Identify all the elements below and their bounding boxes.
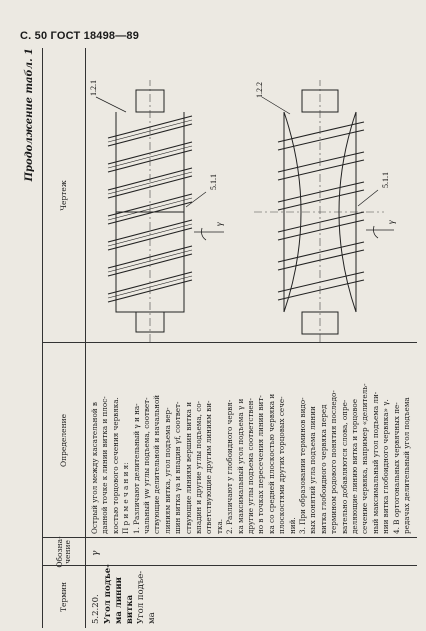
fig2-top-label: 1.2.2 xyxy=(255,82,264,98)
fig1-side-label: 5.1.1 xyxy=(209,174,218,190)
definition-line: 3. При образовании терминов видо- xyxy=(298,397,307,534)
definition-line: П р и м е ч а н и я: xyxy=(121,462,131,534)
definition-line: редачах делительный угол подъема xyxy=(402,397,411,534)
table-grid xyxy=(42,48,417,628)
definition-line: чальный γw углы подъема, соответ- xyxy=(142,397,151,534)
term-line: Угол подъе- xyxy=(103,564,113,624)
rotated-table-frame xyxy=(20,48,416,628)
definition-line: ответствующие другим линиям ви- xyxy=(204,400,214,534)
term-line: ма xyxy=(147,612,157,624)
definition-text xyxy=(89,344,415,534)
term-line: витка xyxy=(125,594,135,624)
header-drawing: Чертеж xyxy=(58,180,68,211)
term-number: 5.2.20. xyxy=(91,594,101,624)
definition-line: ный максимальный угол подъема ли- xyxy=(370,391,380,534)
globoid-worm-figure xyxy=(254,80,396,342)
definition-line: ний. xyxy=(287,517,297,534)
definition-line: 2. Различают у глобоидного червя- xyxy=(225,399,235,534)
fig1-top-label: 1.2.1 xyxy=(89,80,98,96)
definition-line: 4. В ортогональных червячных пе- xyxy=(391,402,401,534)
definition-line: ствующие делительной и начальной xyxy=(152,394,162,534)
definition-line: ствующие линиям вершин витка и xyxy=(183,401,193,534)
definition-line: впадин и другие углы подъема, со- xyxy=(194,400,203,534)
table-header-row xyxy=(43,48,86,628)
column-divider xyxy=(43,342,417,343)
worm-thread-drawing xyxy=(86,50,416,342)
definition-line: но в точках пересечения линии вит- xyxy=(256,395,266,534)
column-divider xyxy=(43,565,417,566)
definition-line: плоскостями других торцовых сече- xyxy=(277,396,287,534)
definition-line: вательно добавляются слова, опре- xyxy=(339,399,349,534)
column-divider xyxy=(43,537,417,538)
definition-line: ка со средней плоскостью червяка и xyxy=(266,393,276,534)
header-definition: Определение xyxy=(58,413,68,468)
definition-line: линиям витка, угол подъема вер- xyxy=(162,407,172,534)
term-line: Угол подъе- xyxy=(136,570,146,624)
definition-line: нии витка глобоидного червяка» γ. xyxy=(381,399,391,534)
definition-line: вых понятий угла подъема линии xyxy=(308,406,318,534)
term-symbol: γ xyxy=(91,550,101,556)
table-1-continued xyxy=(20,48,416,628)
definition-line: костью торцового сечения червяка. xyxy=(110,397,120,534)
definition-line: термином родового понятия последо- xyxy=(329,390,339,534)
definition-line: данной точке к линии витка и плос- xyxy=(100,396,110,534)
definition-line: Острый угол между касательной в xyxy=(90,402,99,534)
definition-line: шин витка γa и впадин γf, соответ- xyxy=(173,401,183,534)
definition-line: витка глобоидного червяка перед xyxy=(318,404,328,534)
definition-line: другие углы подъема соответствен- xyxy=(246,398,255,534)
fig2-side-label: 5.1.1 xyxy=(381,172,390,188)
header-symbol: Обозна- чение xyxy=(54,536,72,568)
gamma-label: γ xyxy=(214,222,224,226)
term-line: ма линии xyxy=(114,577,124,624)
header-term: Термин xyxy=(58,581,68,613)
continuation-label: Продолжение табл. 1 xyxy=(24,48,35,182)
definition-line: тка. xyxy=(214,518,224,534)
cylindrical-worm-figure xyxy=(89,80,224,342)
page-header: С. 50 ГОСТ 18498—89 xyxy=(20,30,140,42)
gamma-label-2: γ xyxy=(386,220,396,224)
definition-line: деляющие линию витка и торцовое xyxy=(350,399,359,534)
definition-line: сечение червяка, например «делитель- xyxy=(360,383,370,534)
definition-line: 1. Различают делительный γ и на- xyxy=(131,403,141,534)
definition-line: ка максимальный угол подъема γ и xyxy=(235,398,245,534)
